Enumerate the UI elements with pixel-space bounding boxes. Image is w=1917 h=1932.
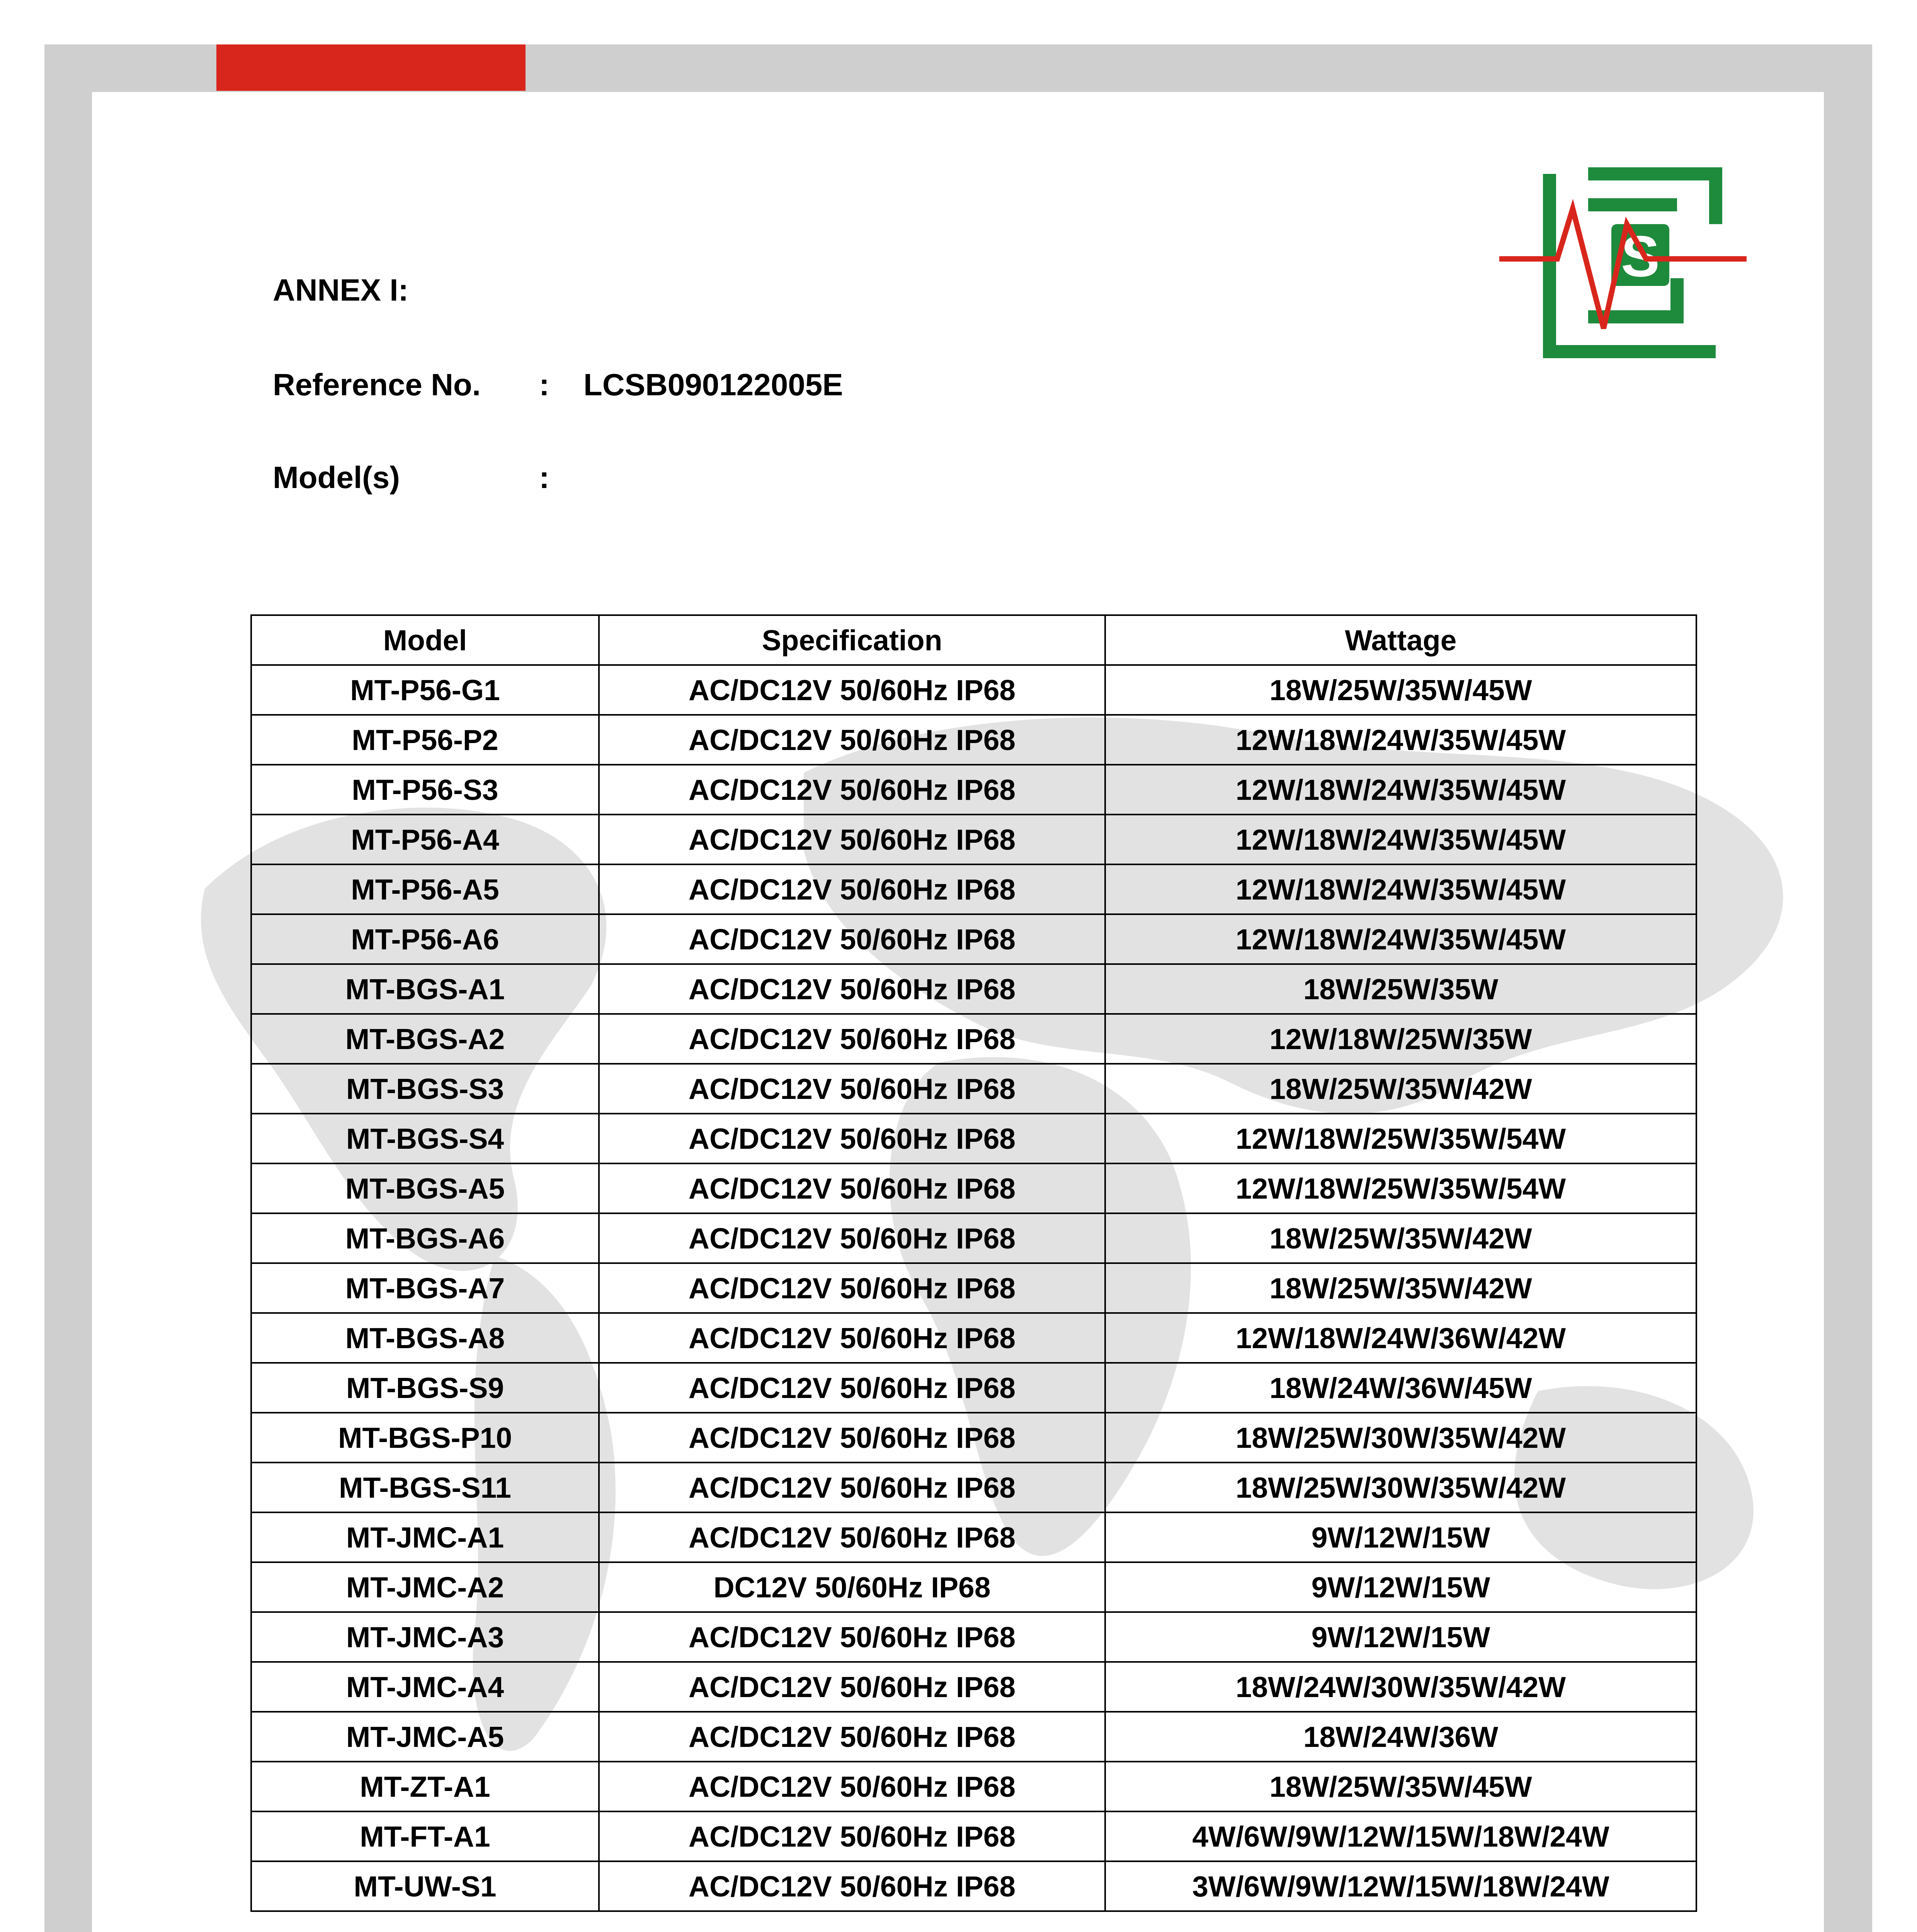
cell-model: MT-BGS-A7	[251, 1263, 599, 1313]
cell-model: MT-JMC-A5	[251, 1712, 599, 1762]
table-row	[251, 665, 1696, 715]
table-row	[251, 1712, 1696, 1762]
cell-wattage: 18W/24W/36W	[1105, 1712, 1696, 1762]
cell-wattage: 18W/25W/30W/35W/42W	[1105, 1413, 1696, 1463]
cell-wattage: 3W/6W/9W/12W/15W/18W/24W	[1105, 1861, 1696, 1911]
table-row	[251, 1413, 1696, 1463]
cell-specification: DC12V 50/60Hz IP68	[599, 1562, 1105, 1612]
table-row	[251, 1463, 1696, 1512]
cell-specification: AC/DC12V 50/60Hz IP68	[599, 1213, 1105, 1263]
cell-wattage: 18W/25W/35W/45W	[1105, 1762, 1696, 1811]
table-row	[251, 1811, 1696, 1861]
table-row	[251, 1263, 1696, 1313]
table-row	[251, 1861, 1696, 1911]
table-row	[251, 1512, 1696, 1562]
cell-model: MT-BGS-S9	[251, 1363, 599, 1413]
cell-model: MT-P56-A5	[251, 864, 599, 914]
table-row	[251, 765, 1696, 815]
table-row	[251, 1014, 1696, 1064]
cell-wattage: 18W/24W/30W/35W/42W	[1105, 1662, 1696, 1712]
cell-specification: AC/DC12V 50/60Hz IP68	[599, 1861, 1105, 1911]
cell-model: MT-BGS-A1	[251, 964, 599, 1014]
cell-wattage: 18W/25W/35W/45W	[1105, 665, 1696, 715]
cell-model: MT-BGS-A2	[251, 1014, 599, 1064]
table-row	[251, 1562, 1696, 1612]
reference-label: Reference No.	[273, 367, 481, 402]
cell-wattage: 18W/25W/35W/42W	[1105, 1263, 1696, 1313]
table-row	[251, 914, 1696, 964]
cell-wattage: 18W/25W/35W	[1105, 964, 1696, 1014]
table-row	[251, 1163, 1696, 1213]
table-row	[251, 864, 1696, 914]
cell-model: MT-FT-A1	[251, 1811, 599, 1861]
cell-specification: AC/DC12V 50/60Hz IP68	[599, 1313, 1105, 1363]
cell-wattage: 12W/18W/24W/36W/42W	[1105, 1313, 1696, 1363]
column-header-model: Model	[251, 615, 599, 665]
table-row	[251, 1662, 1696, 1712]
cell-specification: AC/DC12V 50/60Hz IP68	[599, 1811, 1105, 1861]
cell-wattage: 12W/18W/25W/35W/54W	[1105, 1163, 1696, 1213]
table-row	[251, 1064, 1696, 1114]
cell-model: MT-BGS-A8	[251, 1313, 599, 1363]
cell-specification: AC/DC12V 50/60Hz IP68	[599, 665, 1105, 715]
table-row	[251, 1313, 1696, 1363]
cell-specification: AC/DC12V 50/60Hz IP68	[599, 1064, 1105, 1114]
cell-specification: AC/DC12V 50/60Hz IP68	[599, 1363, 1105, 1413]
table-row	[251, 715, 1696, 765]
table-row	[251, 1612, 1696, 1662]
cell-model: MT-BGS-A5	[251, 1163, 599, 1213]
cell-wattage: 9W/12W/15W	[1105, 1612, 1696, 1662]
table-row	[251, 1213, 1696, 1263]
cell-specification: AC/DC12V 50/60Hz IP68	[599, 864, 1105, 914]
reference-colon: :	[539, 367, 549, 402]
cell-wattage: 12W/18W/24W/35W/45W	[1105, 914, 1696, 964]
column-header-wattage: Wattage	[1105, 615, 1696, 665]
annex-title: ANNEX I:	[273, 273, 409, 307]
cell-wattage: 18W/25W/35W/42W	[1105, 1064, 1696, 1114]
cell-specification: AC/DC12V 50/60Hz IP68	[599, 1263, 1105, 1313]
cell-wattage: 9W/12W/15W	[1105, 1562, 1696, 1612]
cell-specification: AC/DC12V 50/60Hz IP68	[599, 1014, 1105, 1064]
table-body	[251, 665, 1696, 1911]
cell-specification: AC/DC12V 50/60Hz IP68	[599, 1612, 1105, 1662]
cell-model: MT-P56-G1	[251, 665, 599, 715]
cell-model: MT-ZT-A1	[251, 1762, 599, 1811]
cell-model: MT-P56-S3	[251, 765, 599, 815]
cell-model: MT-P56-A4	[251, 815, 599, 864]
models-label: Model(s)	[273, 460, 400, 495]
cell-wattage: 12W/18W/24W/35W/45W	[1105, 815, 1696, 864]
table-row	[251, 1114, 1696, 1163]
lcs-logo	[1499, 162, 1747, 363]
cell-model: MT-JMC-A2	[251, 1562, 599, 1612]
cell-specification: AC/DC12V 50/60Hz IP68	[599, 1114, 1105, 1163]
cell-model: MT-P56-A6	[251, 914, 599, 964]
cell-specification: AC/DC12V 50/60Hz IP68	[599, 765, 1105, 815]
cell-wattage: 4W/6W/9W/12W/15W/18W/24W	[1105, 1811, 1696, 1861]
cell-specification: AC/DC12V 50/60Hz IP68	[599, 1413, 1105, 1463]
table-header-row	[251, 615, 1696, 665]
logo-letter: S	[1621, 224, 1660, 289]
table-row	[251, 1762, 1696, 1811]
cell-model: MT-BGS-S3	[251, 1064, 599, 1114]
cell-model: MT-JMC-A4	[251, 1662, 599, 1712]
header-accent-bar	[216, 44, 526, 91]
cell-wattage: 12W/18W/24W/35W/45W	[1105, 864, 1696, 914]
table-row	[251, 1363, 1696, 1413]
cell-specification: AC/DC12V 50/60Hz IP68	[599, 914, 1105, 964]
cell-model: MT-BGS-S11	[251, 1463, 599, 1512]
cell-specification: AC/DC12V 50/60Hz IP68	[599, 1463, 1105, 1512]
cell-wattage: 18W/25W/30W/35W/42W	[1105, 1463, 1696, 1512]
cell-specification: AC/DC12V 50/60Hz IP68	[599, 815, 1105, 864]
cell-specification: AC/DC12V 50/60Hz IP68	[599, 1712, 1105, 1762]
cell-wattage: 12W/18W/24W/35W/45W	[1105, 765, 1696, 815]
model-specification-table	[250, 614, 1697, 1912]
cell-model: MT-BGS-A6	[251, 1213, 599, 1263]
cell-model: MT-BGS-P10	[251, 1413, 599, 1463]
cell-model: MT-JMC-A1	[251, 1512, 599, 1562]
cell-specification: AC/DC12V 50/60Hz IP68	[599, 1512, 1105, 1562]
models-colon: :	[539, 460, 549, 495]
cell-model: MT-UW-S1	[251, 1861, 599, 1911]
cell-model: MT-BGS-S4	[251, 1114, 599, 1163]
cell-wattage: 18W/24W/36W/45W	[1105, 1363, 1696, 1413]
cell-specification: AC/DC12V 50/60Hz IP68	[599, 1662, 1105, 1712]
cell-wattage: 9W/12W/15W	[1105, 1512, 1696, 1562]
reference-value: LCSB090122005E	[583, 367, 843, 402]
cell-specification: AC/DC12V 50/60Hz IP68	[599, 715, 1105, 765]
cell-model: MT-JMC-A3	[251, 1612, 599, 1662]
cell-specification: AC/DC12V 50/60Hz IP68	[599, 1762, 1105, 1811]
cell-wattage: 12W/18W/25W/35W/54W	[1105, 1114, 1696, 1163]
column-header-specification: Specification	[599, 615, 1105, 665]
table-row	[251, 815, 1696, 864]
table-row	[251, 964, 1696, 1014]
cell-specification: AC/DC12V 50/60Hz IP68	[599, 1163, 1105, 1213]
cell-wattage: 12W/18W/24W/35W/45W	[1105, 715, 1696, 765]
cell-wattage: 18W/25W/35W/42W	[1105, 1213, 1696, 1263]
cell-wattage: 12W/18W/25W/35W	[1105, 1014, 1696, 1064]
cell-model: MT-P56-P2	[251, 715, 599, 765]
cell-specification: AC/DC12V 50/60Hz IP68	[599, 964, 1105, 1014]
